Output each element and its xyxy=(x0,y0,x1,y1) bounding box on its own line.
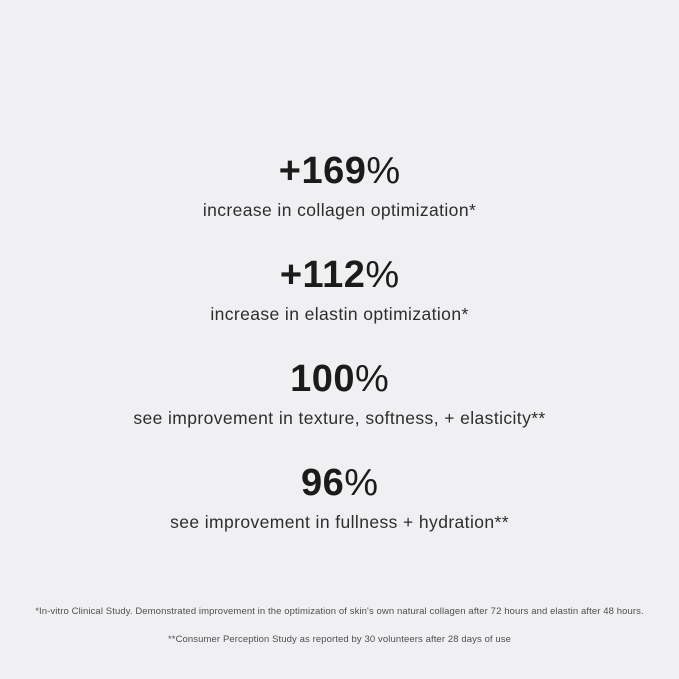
footnote-consumer-study: **Consumer Perception Study as reported by 30 volunteers after 28 days of use xyxy=(167,634,512,645)
stat-elastin-percent-sign: % xyxy=(365,254,400,296)
stat-texture-number: 100 xyxy=(290,358,356,400)
stat-collagen-label: increase in collagen optimization* xyxy=(202,200,477,220)
stat-collagen-percent-sign: % xyxy=(366,150,401,192)
stat-elastin-value xyxy=(210,254,468,296)
footnote-clinical-study: *In-vitro Clinical Study. Demonstrated improvement in the optimization of skin's own natural collagen after 72 hours and elastin after 48 hours. xyxy=(35,606,644,617)
stat-collagen-value xyxy=(203,150,476,192)
stat-elastin-number: +112 xyxy=(279,254,366,296)
stats-list xyxy=(0,150,679,566)
stat-elastin xyxy=(210,254,468,325)
footnotes xyxy=(0,606,679,662)
stat-texture xyxy=(133,358,545,429)
stat-fullness-number: 96 xyxy=(300,462,345,504)
stat-fullness xyxy=(170,462,509,533)
stat-texture-percent-sign: % xyxy=(355,358,389,400)
stat-texture-value xyxy=(133,358,545,400)
stat-texture-label: see improvement in texture, softness, + elasticity** xyxy=(133,408,546,428)
stat-collagen-number: +169 xyxy=(278,150,367,192)
stat-fullness-percent-sign: % xyxy=(344,462,379,504)
stat-elastin-label: increase in elastin optimization* xyxy=(210,304,469,324)
stat-fullness-label: see improvement in fullness + hydration** xyxy=(170,512,509,532)
stat-fullness-value xyxy=(170,462,509,504)
stat-collagen xyxy=(203,150,476,221)
